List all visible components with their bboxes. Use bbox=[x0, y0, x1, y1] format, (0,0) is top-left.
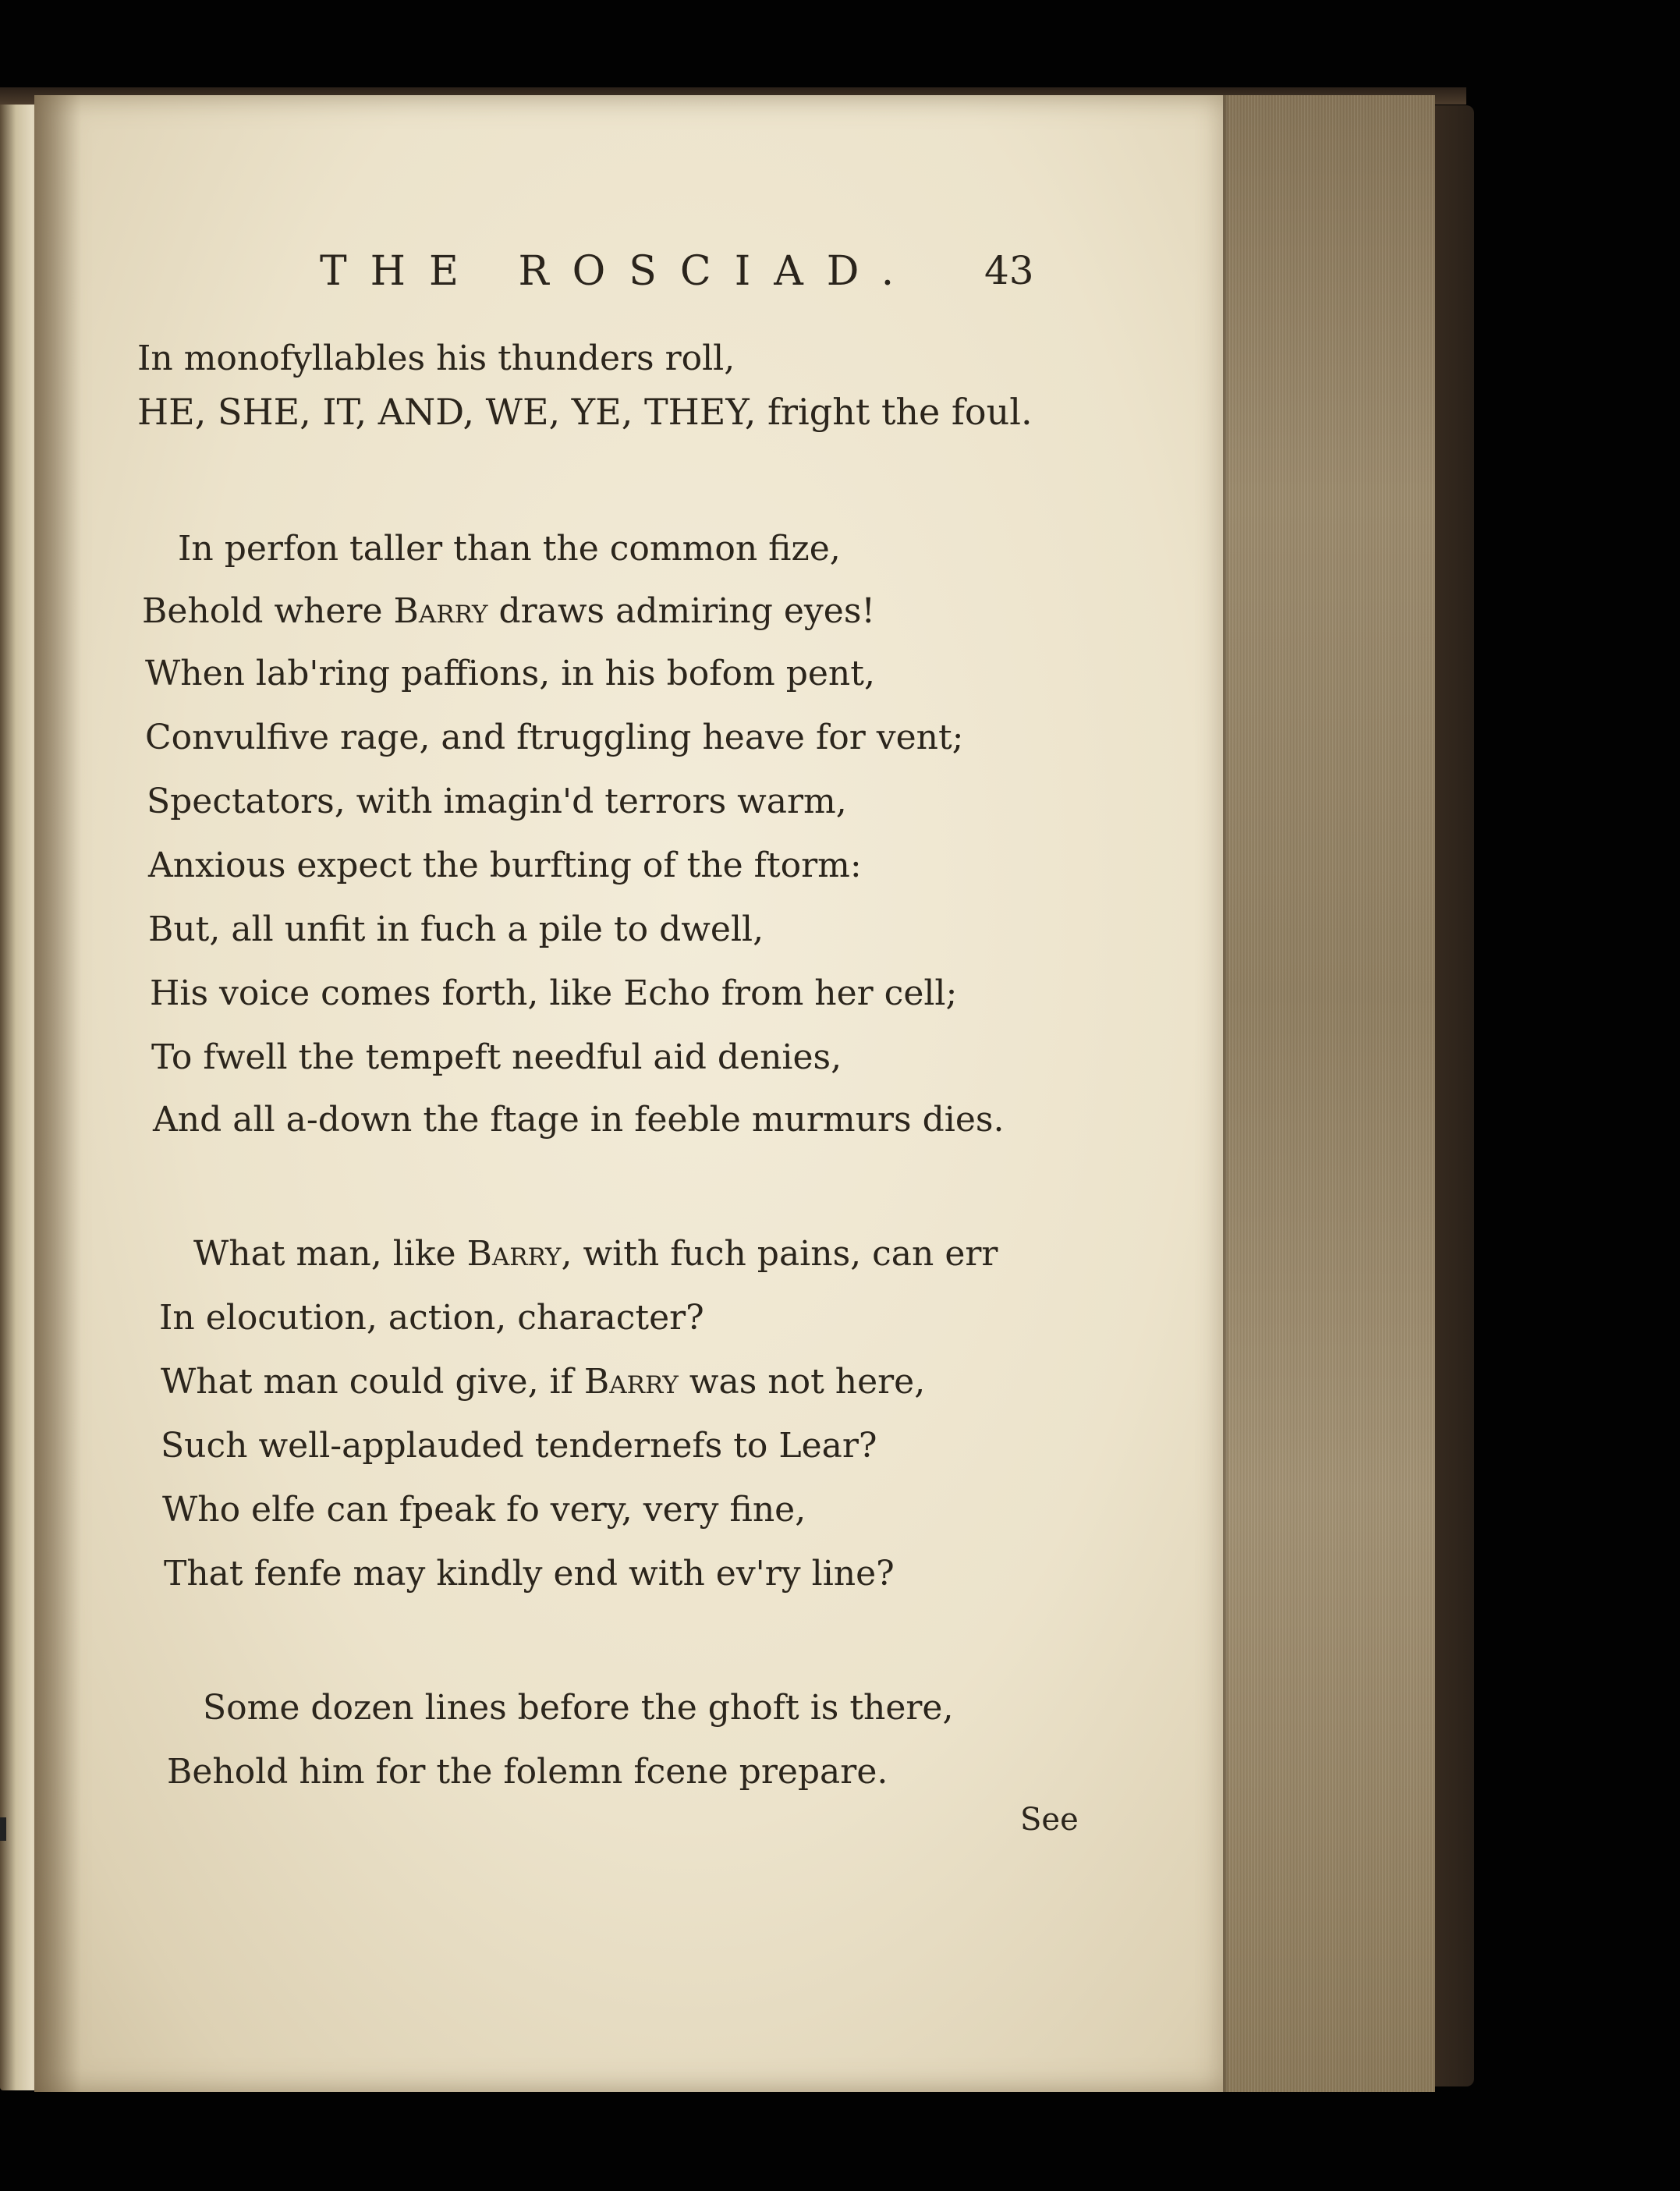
verse-line: His voice comes forth, like Echo from her cell; bbox=[150, 973, 958, 1013]
verse-line: Spectators, with imagin'd terrors warm, bbox=[147, 782, 847, 821]
verse-line: Anxious expect the burfting of the ftorm: bbox=[148, 846, 862, 885]
verse-line: To fwell the tempeft needful aid denies, bbox=[151, 1037, 842, 1077]
verse-line: Convulfive rage, and ftruggling heave for vent; bbox=[145, 718, 964, 757]
name-barry: Barry bbox=[466, 1234, 562, 1274]
verse-line: Behold him for the folemn fcene prepare. bbox=[167, 1752, 888, 1792]
verse-line: What man, like Barry, with fuch pains, can err bbox=[193, 1234, 998, 1274]
verse-line: In monofyllables his thunders roll, bbox=[137, 339, 735, 378]
verse-line: In perfon taller than the common fize, bbox=[178, 529, 841, 569]
verse-line: What man could give, if Barry was not here, bbox=[161, 1362, 926, 1402]
page-number: 43 bbox=[984, 248, 1034, 293]
verse-line: When lab'ring paffions, in his bofom pent, bbox=[145, 654, 875, 693]
catchword: See bbox=[1020, 1802, 1079, 1838]
verse-line: That fenfe may kindly end with ev'ry line? bbox=[164, 1554, 895, 1594]
verse-line: HE, SHE, IT, AND, WE, YE, THEY, fright the foul. bbox=[137, 391, 1033, 433]
name-barry: Barry bbox=[583, 1362, 679, 1402]
verse-line: Such well-applauded tendernefs to Lear? bbox=[161, 1426, 877, 1466]
verse-line: In elocution, action, character? bbox=[159, 1298, 704, 1338]
name-barry: Barry bbox=[393, 591, 488, 631]
verse-line: Behold where Barry draws admiring eyes! bbox=[142, 591, 876, 631]
running-head: THE ROSCIAD. bbox=[320, 248, 918, 295]
verse-line: Some dozen lines before the ghoft is there, bbox=[203, 1688, 954, 1728]
verse-line: Who elfe can fpeak fo very, very fine, bbox=[162, 1490, 806, 1530]
verse-line: And all a-down the ftage in feeble murmurs dies. bbox=[153, 1100, 1005, 1140]
verse-line: But, all unfit in fuch a pile to dwell, bbox=[148, 909, 764, 949]
